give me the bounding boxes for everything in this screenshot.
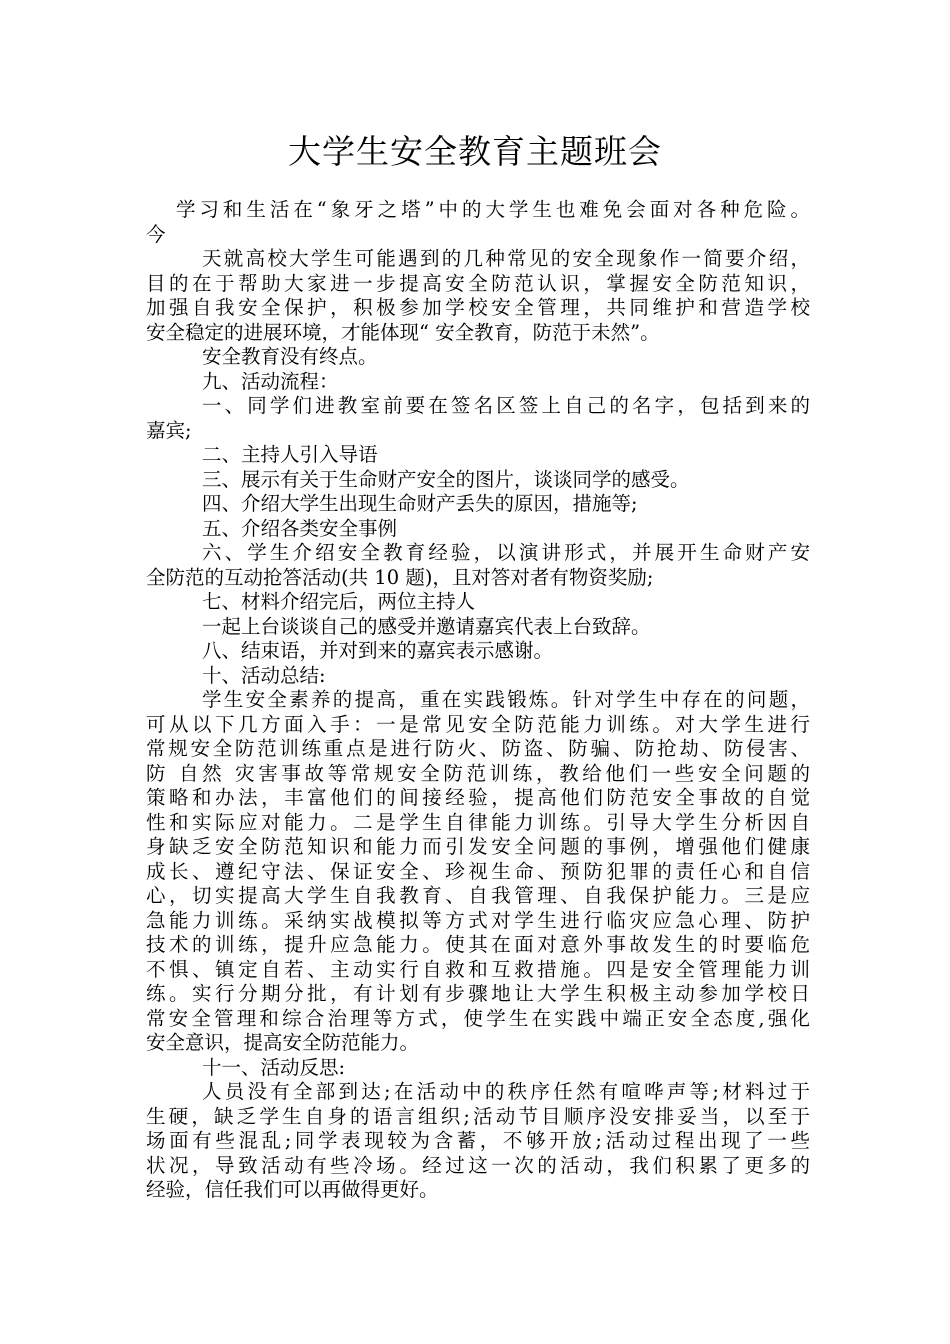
text-line: 五、介绍各类安全事例 [202,516,398,540]
text-line: 学生安全素养的提高，重在实践锻炼。针对学生中存在的问题， [202,688,810,711]
text-line: 常安全管理和综合治理等方式，使学生在实践中端正安全态度,强化 [146,1006,810,1030]
text-line: 学习和生活在“象牙之塔”中的大学生也难免会面对各种危险。 [176,198,810,221]
text-line: 一、同学们进教室前要在签名区签上自己的名字，包括到来的 [202,394,810,417]
text-line: 场面有些混乱;同学表现较为含蓄，不够开放;活动过程出现了一些 [146,1129,810,1152]
text-line: 安全意识，提高安全防范能力。 [146,1031,420,1054]
text-line: 天就高校大学生可能遇到的几种常见的安全现象作一简要介绍， [202,247,810,270]
text-line: 四、介绍大学生出现生命财产丢失的原因，措施等; [202,492,638,515]
document-body [146,198,810,1203]
text-line: 十、活动总结: [202,663,326,687]
text-line: 全防范的互动抢答活动(共 10 题)，且对答对者有物资奖励; [146,565,654,589]
text-line: 身缺乏安全防范知识和能力而引发安全问题的事例，增强他们健康 [146,835,810,858]
text-line: 状况，导致活动有些冷场。经过这一次的活动，我们积累了更多的 [146,1153,810,1177]
text-line: 技术的训练，提升应急能力。使其在面对意外事故发生的时要临危 [146,933,810,956]
text-line: 八、结束语，并对到来的嘉宾表示感谢。 [202,639,554,662]
text-line: 可从以下几方面入手：一是常见安全防范能力训练。对大学生进行 [146,712,810,736]
text-line: 防 自然 灾害事故等常规安全防范训练，教给他们一些安全问题的 [146,761,810,785]
text-line: 急能力训练。采纳实战模拟等方式对学生进行临灾应急心理、防护 [146,908,810,932]
text-line: 生硬，缺乏学生自身的语言组织;活动节目顺序没安排妥当，以至于 [146,1104,810,1128]
text-line: 策略和办法，丰富他们的间接经验，提高他们防范安全事故的自觉 [146,786,810,809]
text-line: 七、材料介绍完后，两位主持人 [202,590,476,613]
text-line: 六、学生介绍安全教育经验，以演讲形式，并展开生命财产安 [202,541,810,564]
text-line: 心，切实提高大学生自我教育、自我管理、自我保护能力。三是应 [146,884,810,907]
text-line: 一起上台谈谈自己的感受并邀请嘉宾代表上台致辞。 [202,614,651,638]
text-line: 经验，信任我们可以再做得更好。 [146,1178,439,1201]
text-line: 成长、遵纪守法、保证安全、珍视生命、预防犯罪的责任心和自信 [146,859,810,883]
text-line: 九、活动流程： [202,369,339,393]
text-line: 练。实行分期分批，有计划有步骤地让大学生积极主动参加学校日 [146,982,810,1005]
document-title: 大学生安全教育主题班会 [288,132,662,171]
text-line: 安全稳定的进展环境，才能体现“ 安全教育，防范于未然”。 [146,320,660,344]
text-line: 目的在于帮助大家进一步提高安全防范认识，掌握安全防范知识， [146,271,810,295]
text-line: 二、主持人引入导语 [202,443,378,466]
text-line: 常规安全防范训练重点是进行防火、防盗、防骗、防抢劫、防侵害、 [146,737,810,760]
text-line: 不惧、镇定自若、主动实行自救和互救措施。四是安全管理能力训 [146,957,810,981]
text-line: 三、展示有关于生命财产安全的图片，谈谈同学的感受。 [202,467,690,491]
text-line: 安全教育没有终点。 [202,345,378,368]
text-line: 今 [146,222,166,246]
text-line: 十一、活动反思: [202,1055,346,1079]
text-line: 人员没有全部到达;在活动中的秩序任然有喧哗声等;材料过于 [202,1080,810,1103]
text-line: 嘉宾; [146,418,192,442]
text-line: 性和实际应对能力。二是学生自律能力训练。引导大学生分析因自 [146,810,810,834]
text-line: 加强自我安全保护，积极参加学校安全管理，共同维护和营造学校 [146,296,810,319]
